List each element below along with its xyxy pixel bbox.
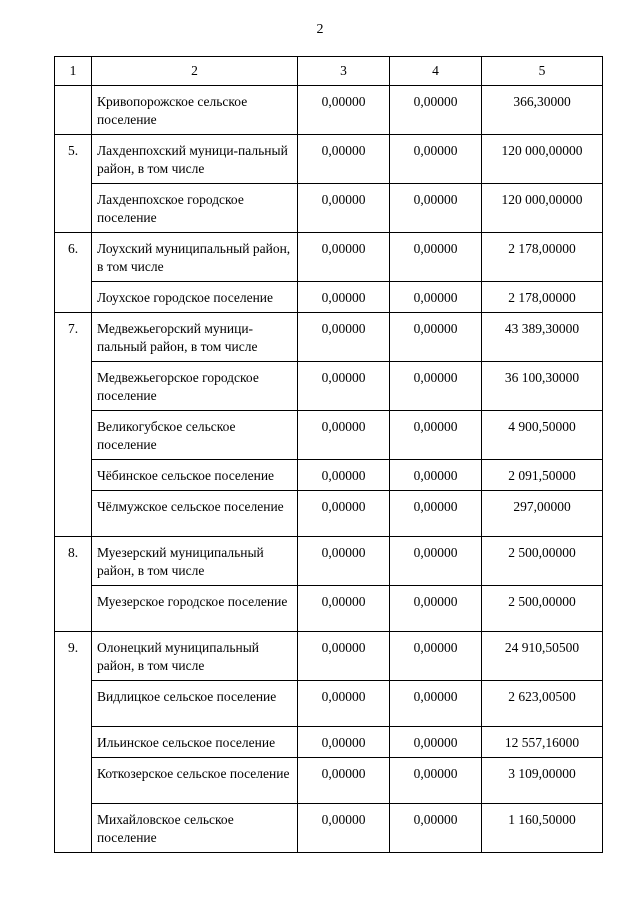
table-row: [55, 537, 603, 586]
row-col-4: 0,00000: [390, 586, 482, 632]
table-row: [55, 362, 603, 411]
page-number: 2: [316, 22, 324, 37]
row-col-5: 12 557,16000: [482, 727, 603, 758]
row-number: [55, 411, 92, 460]
table-row: [55, 491, 603, 537]
table-row: [55, 632, 603, 681]
row-col-5: 36 100,30000: [482, 362, 603, 411]
row-number: [55, 86, 92, 135]
row-col-5: 120 000,00000: [482, 135, 603, 184]
row-col-4: 0,00000: [390, 135, 482, 184]
row-number: [55, 681, 92, 727]
table-row: [55, 411, 603, 460]
row-number: 6.: [55, 233, 92, 282]
row-number: [55, 586, 92, 632]
row-col-5: 24 910,50500: [482, 632, 603, 681]
table-row: [55, 313, 603, 362]
row-name: Лоухский муниципальный район, в том числе: [92, 233, 298, 282]
row-number: [55, 804, 92, 853]
row-col-3: 0,00000: [298, 804, 390, 853]
row-name: Медвежьегорское городское поселение: [92, 362, 298, 411]
header-col-2: 2: [92, 57, 298, 86]
row-number: [55, 758, 92, 804]
row-name: Олонецкий муниципальный район, в том числе: [92, 632, 298, 681]
row-name: Коткозерское сельское поселение: [92, 758, 298, 804]
table-row: [55, 184, 603, 233]
row-col-4: 0,00000: [390, 184, 482, 233]
row-col-5: 3 109,00000: [482, 758, 603, 804]
row-name: Медвежьегорский муници-пальный район, в том числе: [92, 313, 298, 362]
row-col-5: 120 000,00000: [482, 184, 603, 233]
row-number: [55, 282, 92, 313]
table-row: [55, 460, 603, 491]
row-col-5: 2 623,00500: [482, 681, 603, 727]
row-col-3: 0,00000: [298, 362, 390, 411]
row-col-3: 0,00000: [298, 313, 390, 362]
row-col-4: 0,00000: [390, 632, 482, 681]
row-col-4: 0,00000: [390, 233, 482, 282]
row-name: Великогубское сельское поселение: [92, 411, 298, 460]
table-row: [55, 233, 603, 282]
row-col-4: 0,00000: [390, 537, 482, 586]
row-name: Ильинское сельское поселение: [92, 727, 298, 758]
row-name: Чёлмужское сельское поселение: [92, 491, 298, 537]
row-name: Чёбинское сельское поселение: [92, 460, 298, 491]
row-col-5: 43 389,30000: [482, 313, 603, 362]
table-header-row: [55, 57, 603, 86]
row-col-3: 0,00000: [298, 586, 390, 632]
row-col-4: 0,00000: [390, 362, 482, 411]
row-col-4: 0,00000: [390, 727, 482, 758]
row-col-3: 0,00000: [298, 727, 390, 758]
table-row: [55, 727, 603, 758]
table-row: [55, 135, 603, 184]
row-name: Михайловское сельское поселение: [92, 804, 298, 853]
row-col-3: 0,00000: [298, 537, 390, 586]
row-col-3: 0,00000: [298, 632, 390, 681]
row-col-4: 0,00000: [390, 86, 482, 135]
row-col-5: 366,30000: [482, 86, 603, 135]
row-col-5: 4 900,50000: [482, 411, 603, 460]
row-name: Лоухское городское поселение: [92, 282, 298, 313]
row-col-5: 2 091,50000: [482, 460, 603, 491]
row-col-4: 0,00000: [390, 282, 482, 313]
row-name: Лахденпохский муници-пальный район, в том числе: [92, 135, 298, 184]
row-col-3: 0,00000: [298, 135, 390, 184]
row-col-5: 2 178,00000: [482, 282, 603, 313]
table-row: [55, 804, 603, 853]
row-name: Кривопорожское сельское поселение: [92, 86, 298, 135]
header-col-5: 5: [482, 57, 603, 86]
row-col-5: 2 500,00000: [482, 537, 603, 586]
row-col-3: 0,00000: [298, 460, 390, 491]
row-col-5: 2 178,00000: [482, 233, 603, 282]
row-col-4: 0,00000: [390, 460, 482, 491]
header-col-3: 3: [298, 57, 390, 86]
header-col-1: 1: [55, 57, 92, 86]
budget-table: [54, 56, 603, 853]
row-number: 8.: [55, 537, 92, 586]
row-number: 7.: [55, 313, 92, 362]
row-col-3: 0,00000: [298, 233, 390, 282]
row-number: [55, 362, 92, 411]
row-col-4: 0,00000: [390, 313, 482, 362]
row-col-4: 0,00000: [390, 681, 482, 727]
row-col-4: 0,00000: [390, 804, 482, 853]
row-col-3: 0,00000: [298, 758, 390, 804]
row-name: Лахденпохское городское поселение: [92, 184, 298, 233]
row-number: [55, 184, 92, 233]
row-number: [55, 491, 92, 537]
row-col-3: 0,00000: [298, 86, 390, 135]
row-name: Муезерский муниципальный район, в том числе: [92, 537, 298, 586]
row-col-4: 0,00000: [390, 491, 482, 537]
row-name: Видлицкое сельское поселение: [92, 681, 298, 727]
row-col-5: 2 500,00000: [482, 586, 603, 632]
row-col-3: 0,00000: [298, 282, 390, 313]
row-number: 9.: [55, 632, 92, 681]
header-col-4: 4: [390, 57, 482, 86]
table-row: [55, 282, 603, 313]
table-row: [55, 758, 603, 804]
row-col-5: 297,00000: [482, 491, 603, 537]
row-number: 5.: [55, 135, 92, 184]
table-row: [55, 586, 603, 632]
row-col-3: 0,00000: [298, 491, 390, 537]
row-col-5: 1 160,50000: [482, 804, 603, 853]
table-row: [55, 86, 603, 135]
row-col-3: 0,00000: [298, 681, 390, 727]
row-col-3: 0,00000: [298, 184, 390, 233]
row-name: Муезерское городское поселение: [92, 586, 298, 632]
row-col-4: 0,00000: [390, 758, 482, 804]
row-col-3: 0,00000: [298, 411, 390, 460]
row-number: [55, 727, 92, 758]
row-number: [55, 460, 92, 491]
table-row: [55, 681, 603, 727]
row-col-4: 0,00000: [390, 411, 482, 460]
